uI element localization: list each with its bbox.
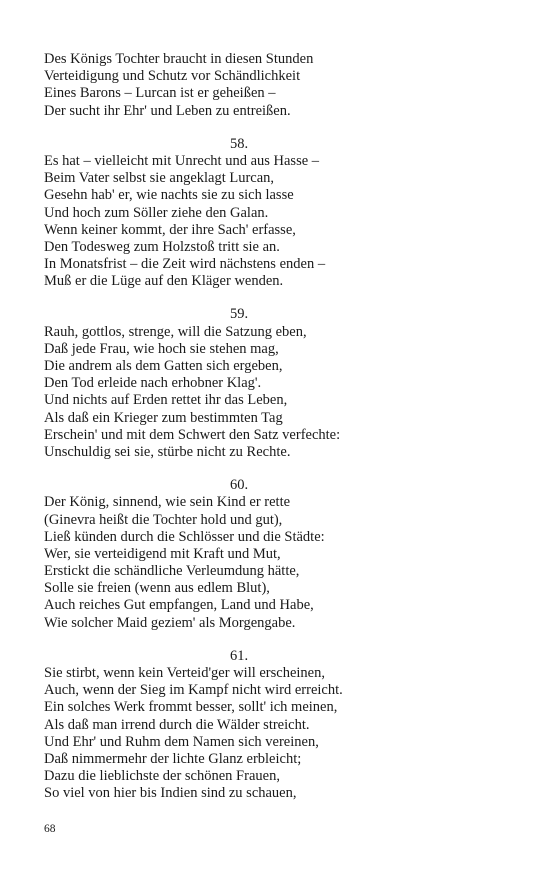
verse-line: Und hoch zum Söller ziehe den Galan.	[44, 204, 269, 221]
verse-line: Erschein' und mit dem Schwert den Satz verfechte:	[44, 426, 341, 443]
verse-line: Auch, wenn der Sieg im Kampf nicht wird erreicht.	[44, 682, 343, 699]
verse-line: Daß nimmermehr der lichte Glanz erbleicht;	[44, 750, 302, 767]
verse-line: Es hat – vielleicht mit Unrecht und aus Hasse –	[44, 152, 320, 169]
verse-line: Als daß ein Krieger zum bestimmten Tag	[44, 409, 283, 426]
verse-line: Die andrem als dem Gatten sich ergeben,	[44, 358, 283, 374]
verse-line: Beim Vater selbst sie angeklagt Lurcan,	[44, 170, 275, 187]
verse-line: Wie solcher Maid geziem' als Morgengabe.	[44, 614, 296, 631]
verse-line: Ein solches Werk frommt besser, sollt' ich meinen,	[44, 699, 338, 716]
verse-line: Rauh, gottlos, strenge, will die Satzung eben,	[44, 323, 307, 340]
verse-line: Erstickt die schändliche Verleumdung hätte,	[44, 563, 300, 580]
verse-line: Wenn keiner kommt, der ihre Sach' erfasse,	[44, 221, 296, 238]
verse-line: Dazu die lieblichste der schönen Frauen,	[44, 768, 280, 785]
verse-line: Daß jede Frau, wie hoch sie stehen mag,	[44, 340, 279, 357]
verse-line: Der König, sinnend, wie sein Kind er rette	[44, 494, 291, 511]
verse-line: Den Tod erleide nach erhobner Klag'.	[44, 375, 262, 392]
stanza-61	[44, 648, 504, 803]
stanza-58	[44, 136, 504, 291]
verse-line: Den Todesweg zum Holzstoß tritt sie an.	[44, 238, 280, 255]
stanza-59	[44, 306, 504, 461]
verse-line: Und nichts auf Erden rettet ihr das Leben,	[44, 392, 288, 409]
verse-line: Und Ehr' und Ruhm dem Namen sich vereinen,	[44, 733, 319, 750]
verse-line: In Monatsfrist – die Zeit wird nächstens enden –	[44, 256, 326, 273]
verse-line: Der sucht ihr Ehr' und Leben zu entreißen.	[44, 102, 291, 119]
verse-line: Ließ künden durch die Schlösser und die Städte:	[44, 528, 325, 545]
stanza-number: 59.	[229, 306, 249, 323]
page-number: 68	[44, 823, 56, 835]
page-body	[44, 51, 504, 803]
verse-line: Des Königs Tochter braucht in diesen Stunden	[44, 51, 314, 67]
verse-line: Als daß man irrend durch die Wälder streicht.	[44, 716, 310, 733]
stanza-number: 58.	[229, 135, 249, 152]
verse-line: Verteidigung und Schutz vor Schändlichkeit	[44, 68, 301, 85]
verse-line: Wer, sie verteidigend mit Kraft und Mut,	[44, 545, 281, 562]
verse-line: (Ginevra heißt die Tochter hold und gut),	[44, 511, 283, 528]
verse-line: Eines Barons – Lurcan ist er geheißen –	[44, 85, 276, 102]
verse-line: So viel von hier bis Indien sind zu schauen,	[44, 785, 297, 802]
verse-line: Gesehn hab' er, wie nachts sie zu sich lasse	[44, 187, 294, 204]
verse-line: Solle sie freien (wenn aus edlem Blut),	[44, 580, 270, 597]
stanza-number: 60.	[229, 477, 249, 494]
stanza-60	[44, 477, 504, 632]
verse-line: Sie stirbt, wenn kein Verteid'ger will erscheinen,	[44, 665, 325, 681]
stanza-number: 61.	[229, 647, 249, 664]
verse-line: Unschuldig sei sie, stürbe nicht zu Rechte.	[44, 443, 291, 460]
verse-line: Muß er die Lüge auf den Kläger wenden.	[44, 273, 284, 290]
stanza-57-continued	[44, 51, 504, 120]
verse-line: Auch reiches Gut empfangen, Land und Habe,	[44, 597, 314, 614]
